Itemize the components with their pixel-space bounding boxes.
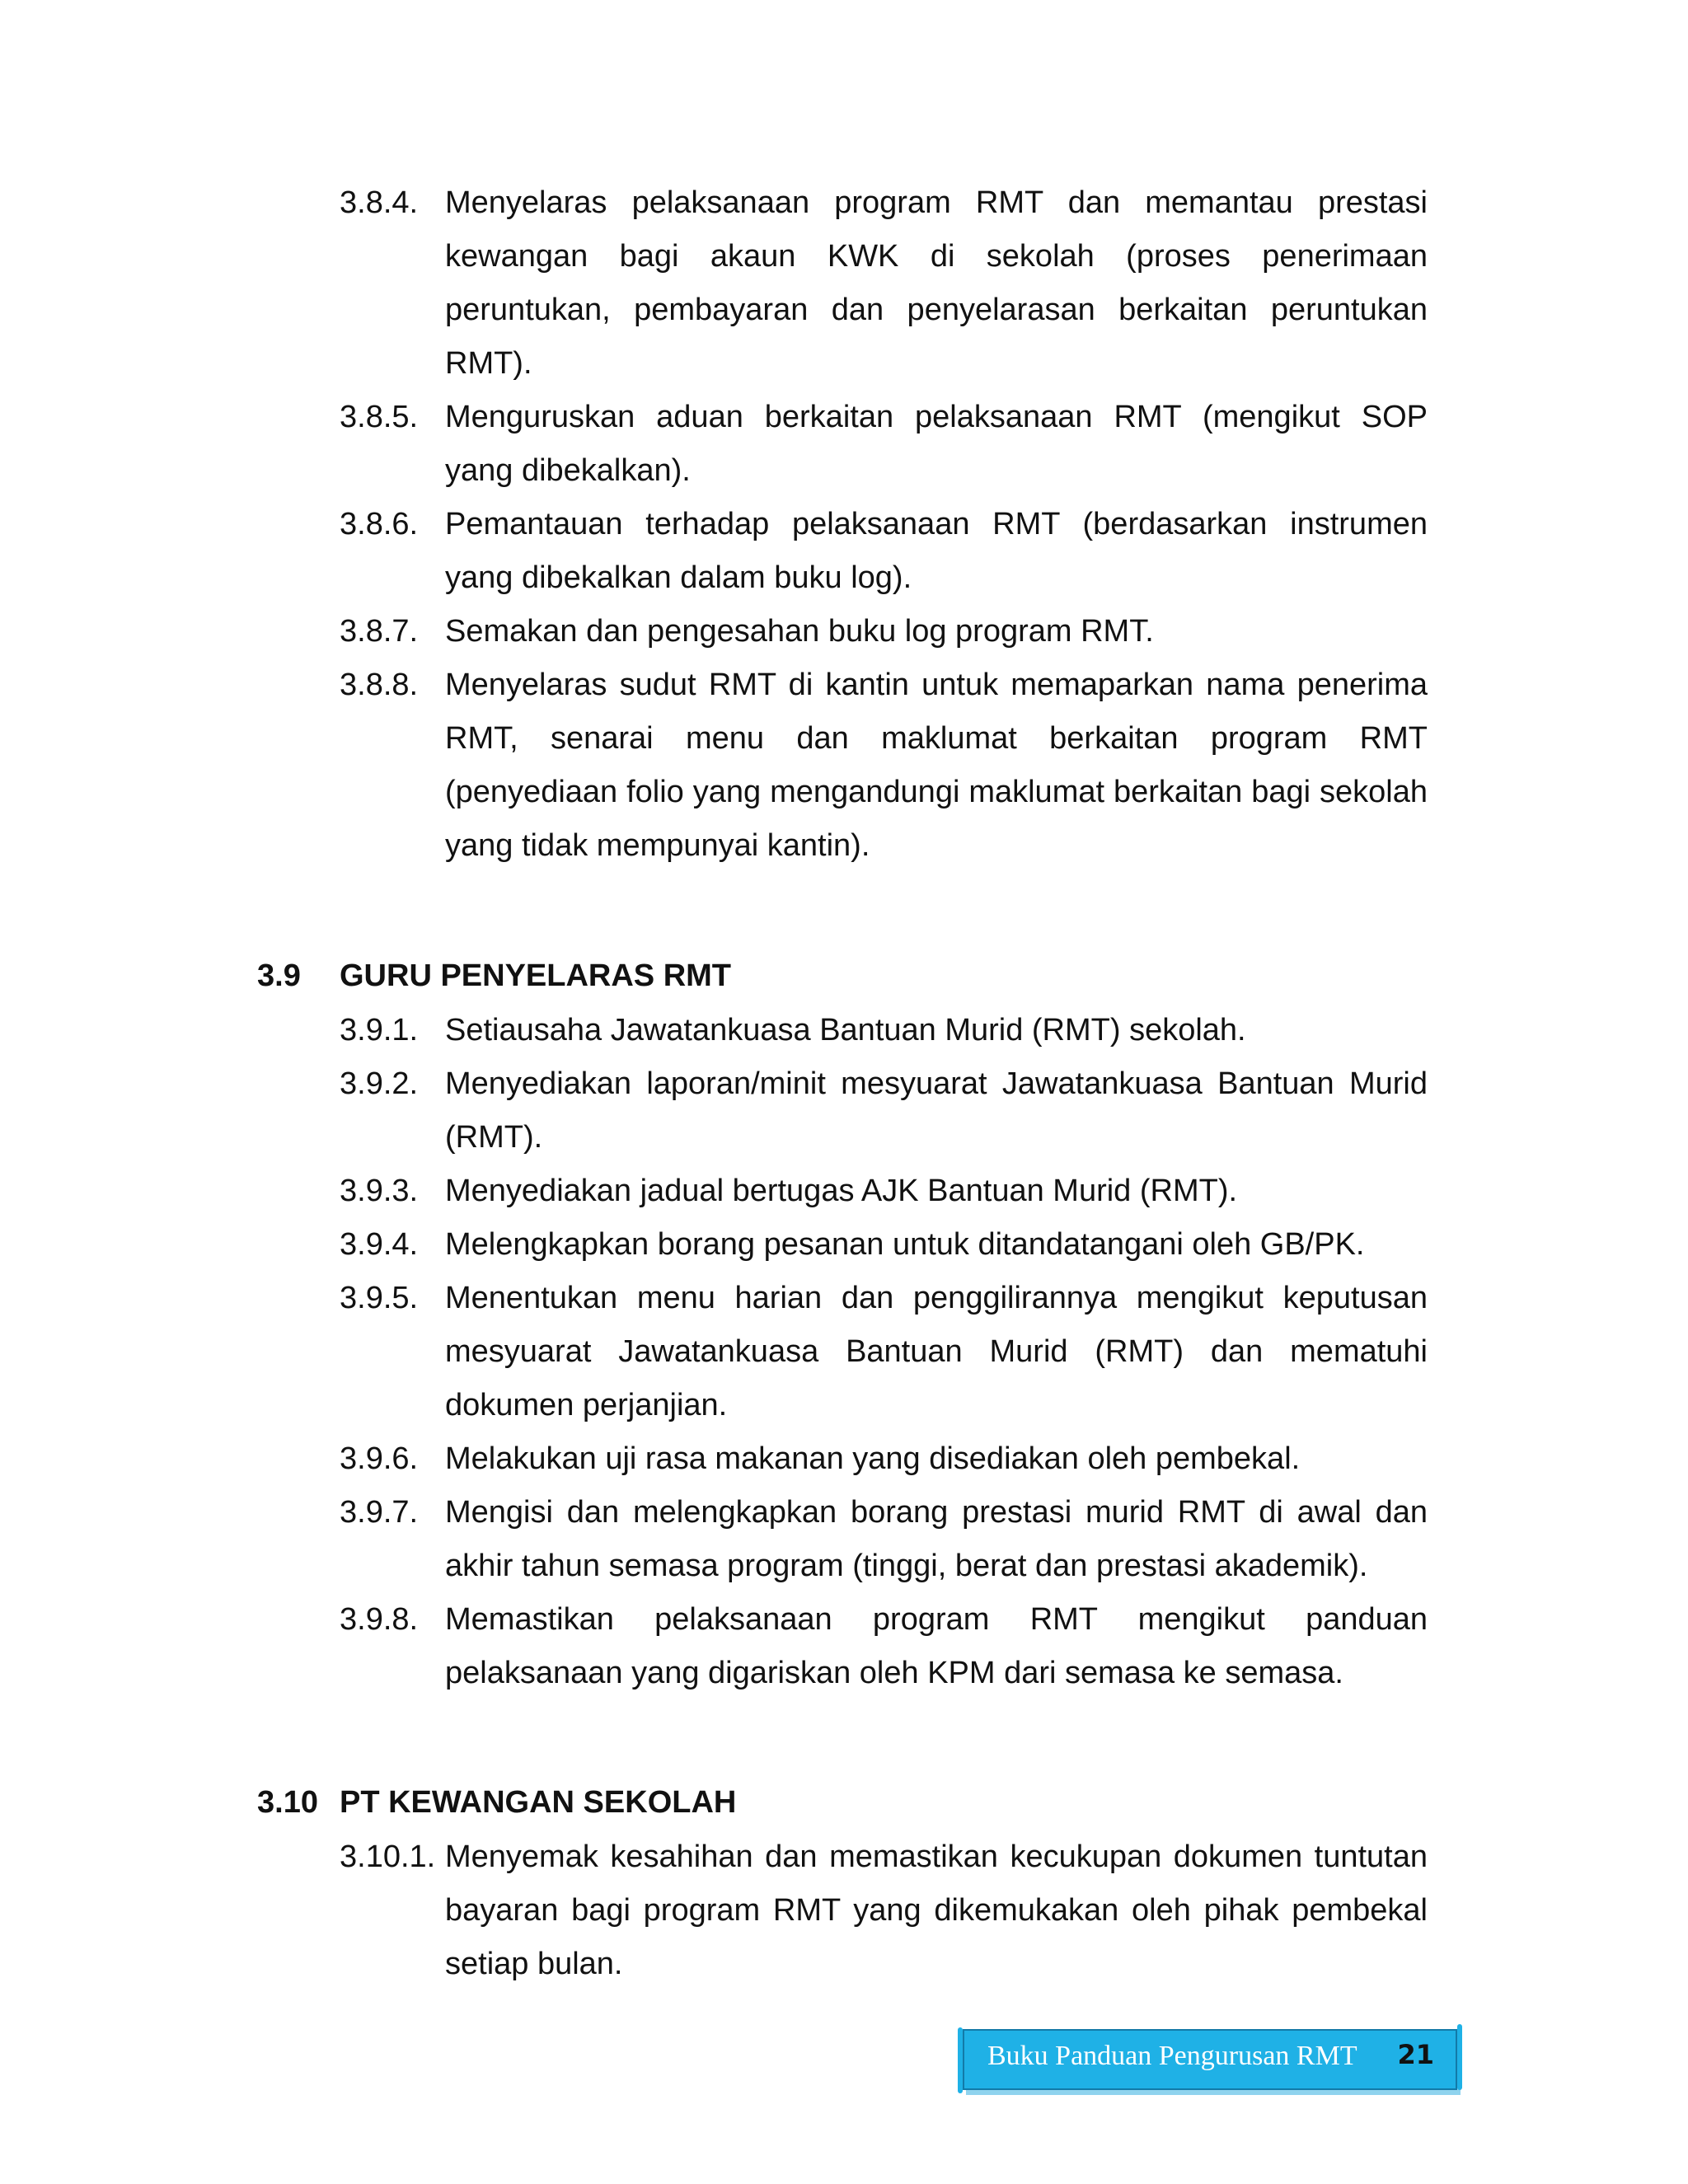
item-text: Menentukan menu harian dan penggilirannya mengikut keputusan mesyuarat Jawatankuasa Bantuan Murid (RMT) dan mematuhi dokumen perjanjian. bbox=[445, 1281, 1428, 1422]
item-number: 3.10.1. bbox=[340, 1840, 436, 1874]
list-item-3-9-1 bbox=[340, 1004, 1428, 1057]
item-text: Menyediakan jadual bertugas AJK Bantuan Murid (RMT). bbox=[445, 1174, 1238, 1208]
item-text: Memastikan pelaksanaan program RMT mengikut panduan pelaksanaan yang digariskan oleh KPM dari semasa ke semasa. bbox=[445, 1602, 1428, 1690]
item-text: Setiausaha Jawatankuasa Bantuan Murid (RMT) sekolah. bbox=[445, 1013, 1246, 1047]
item-text: Melakukan uji rasa makanan yang disediakan oleh pembekal. bbox=[445, 1441, 1301, 1476]
item-text: Menguruskan aduan berkaitan pelaksanaan RMT (mengikut SOP yang dibekalkan). bbox=[445, 400, 1428, 488]
item-number: 3.9.6. bbox=[340, 1441, 419, 1476]
list-item-3-9-6 bbox=[340, 1432, 1428, 1486]
page-number: 21 bbox=[1397, 2039, 1434, 2070]
item-text: Semakan dan pengesahan buku log program RMT. bbox=[445, 614, 1154, 649]
list-item-3-9-2 bbox=[340, 1057, 1428, 1165]
section-number: 3.10 bbox=[257, 1785, 318, 1820]
item-number: 3.8.5. bbox=[340, 400, 419, 434]
section-title: PT KEWANGAN SEKOLAH bbox=[340, 1785, 737, 1820]
item-text: Pemantauan terhadap pelaksanaan RMT (berdasarkan instrumen yang dibekalkan dalam buku log). bbox=[445, 507, 1428, 595]
banner-scroll-right bbox=[1457, 2024, 1462, 2090]
list-item-3-9-5 bbox=[340, 1272, 1428, 1432]
item-number: 3.8.7. bbox=[340, 614, 419, 649]
list-item-3-9-4 bbox=[340, 1218, 1428, 1272]
item-text: Menyelaras sudut RMT di kantin untuk memaparkan nama penerima RMT, senarai menu dan maklumat berkaitan program RMT (penyediaan folio yang mengandungi maklumat berkaitan bagi sekolah yang tidak mempunyai kantin). bbox=[445, 668, 1428, 863]
list-item-3-8-7 bbox=[340, 605, 1428, 658]
item-text: Menyemak kesahihan dan memastikan kecukupan dokumen tuntutan bayaran bagi program RMT yang dikemukakan oleh pihak pembekal setiap bulan. bbox=[445, 1840, 1428, 1981]
list-item-3-8-5 bbox=[340, 391, 1428, 498]
item-number: 3.9.4. bbox=[340, 1227, 419, 1262]
item-number: 3.8.4. bbox=[340, 185, 419, 220]
list-item-3-10-1 bbox=[340, 1830, 1428, 1991]
item-number: 3.9.8. bbox=[340, 1602, 419, 1637]
banner-scroll-left bbox=[958, 2027, 963, 2093]
item-number: 3.9.5. bbox=[340, 1281, 419, 1315]
footer-title: Buku Panduan Pengurusan RMT bbox=[987, 2041, 1357, 2071]
item-number: 3.8.6. bbox=[340, 507, 419, 541]
list-item-3-9-3 bbox=[340, 1165, 1428, 1218]
item-text: Menyelaras pelaksanaan program RMT dan memantau prestasi kewangan bagi akaun KWK di sekolah (proses penerimaan peruntukan, pembayaran dan penyelarasan berkaitan peruntukan RMT). bbox=[445, 185, 1428, 381]
item-text: Menyediakan laporan/minit mesyuarat Jawatankuasa Bantuan Murid (RMT). bbox=[445, 1066, 1428, 1155]
item-number: 3.9.7. bbox=[340, 1495, 419, 1530]
item-number: 3.9.2. bbox=[340, 1066, 419, 1101]
list-item-3-9-8 bbox=[340, 1593, 1428, 1700]
list-item-3-8-8 bbox=[340, 658, 1428, 873]
item-number: 3.8.8. bbox=[340, 668, 419, 702]
item-text: Melengkapkan borang pesanan untuk ditandatangani oleh GB/PK. bbox=[445, 1227, 1365, 1262]
section-title: GURU PENYELARAS RMT bbox=[340, 958, 732, 993]
item-text: Mengisi dan melengkapkan borang prestasi murid RMT di awal dan akhir tahun semasa program (tinggi, berat dan prestasi akademik). bbox=[445, 1495, 1428, 1583]
list-item-3-8-4 bbox=[340, 176, 1428, 391]
item-number: 3.9.1. bbox=[340, 1013, 419, 1047]
section-number: 3.9 bbox=[257, 958, 301, 993]
list-item-3-9-7 bbox=[340, 1486, 1428, 1593]
item-number: 3.9.3. bbox=[340, 1174, 419, 1208]
list-item-3-8-6 bbox=[340, 498, 1428, 605]
footer-banner bbox=[963, 2029, 1457, 2090]
